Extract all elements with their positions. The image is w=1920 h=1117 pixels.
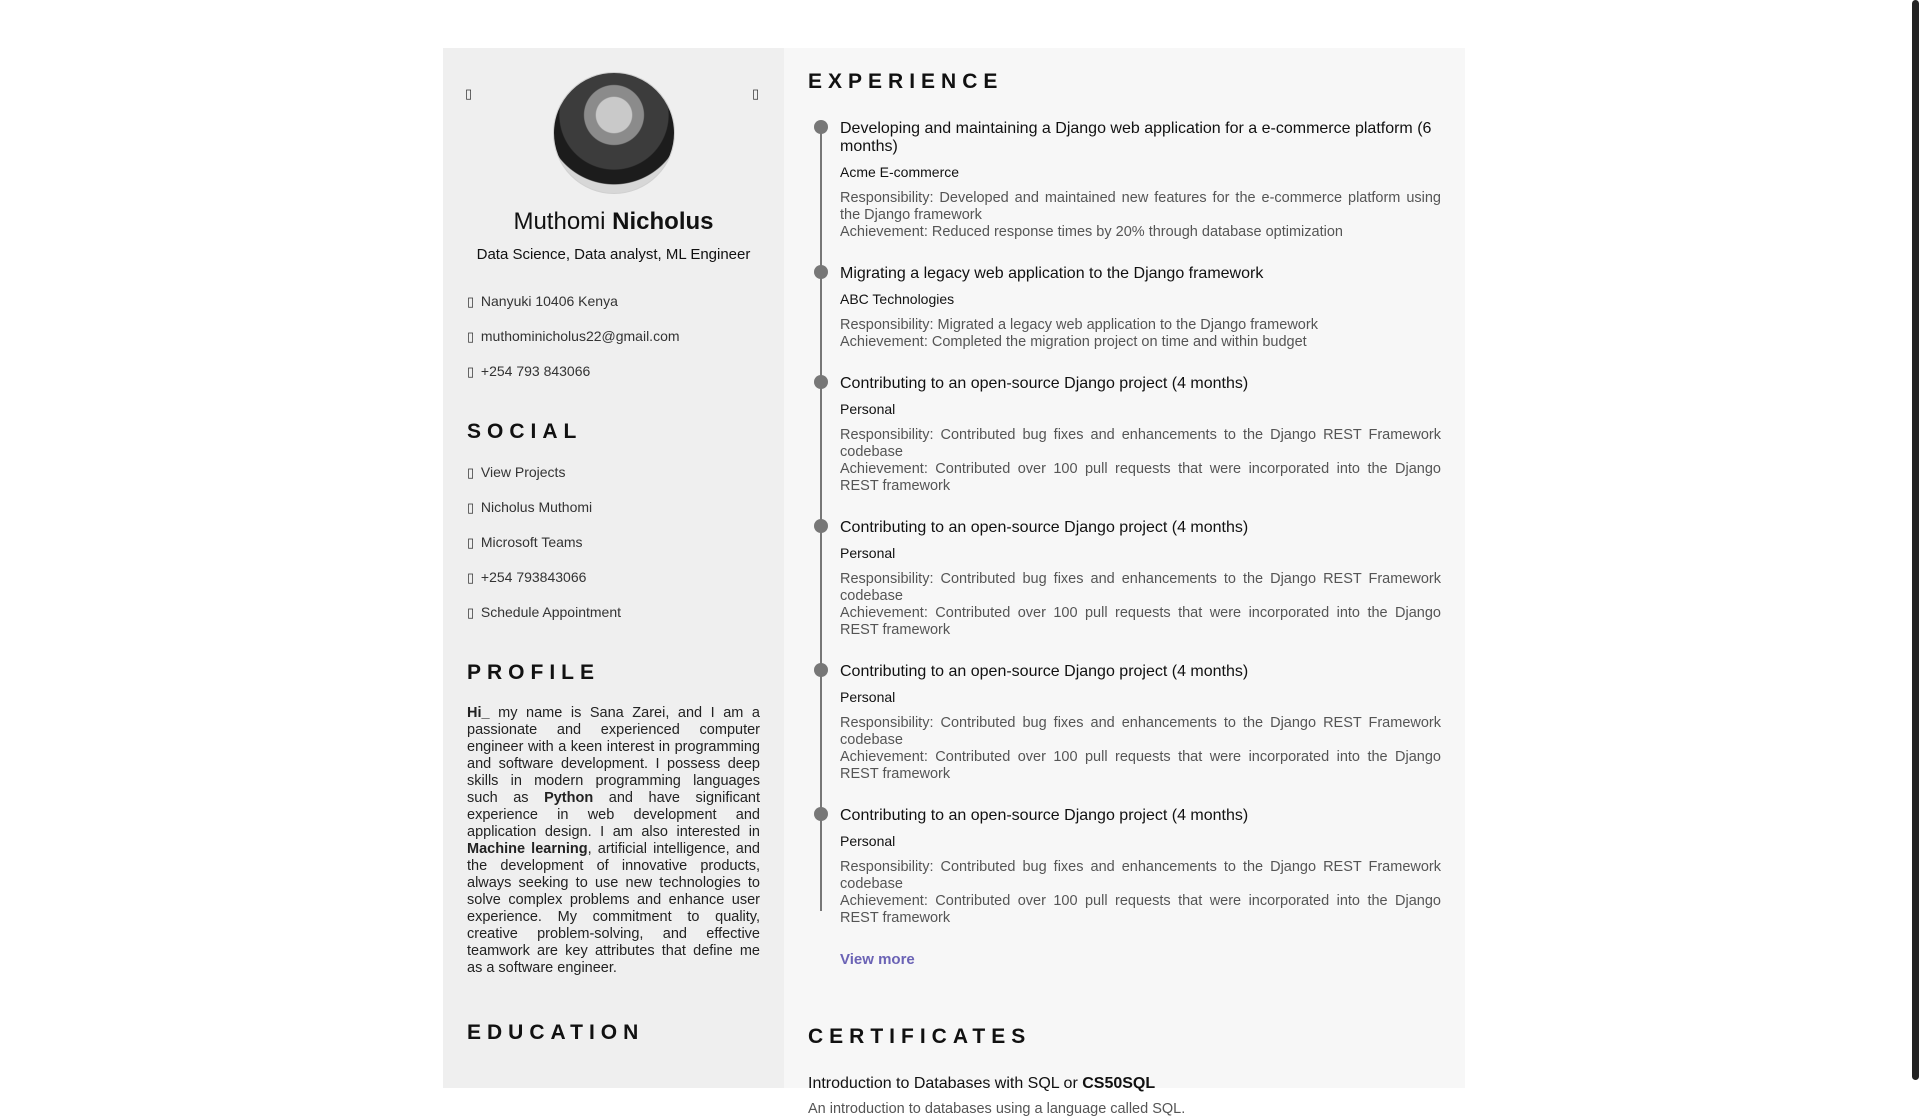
location-icon: ▯ [467,294,475,309]
timeline-dot [814,120,828,134]
first-name: Muthomi [513,208,606,235]
experience-item [840,265,1441,351]
experience-description [840,715,1441,783]
projects-icon: ▯ [467,465,475,480]
education-section-title: EDUCATION [467,1021,645,1044]
experience-responsibility: Responsibility: Developed and maintained new features for the e-commerce platform using the Django framework [840,190,1441,223]
experience-company: Personal [840,689,896,705]
profile-hi: Hi_ [467,705,490,721]
main-content [784,48,1465,1117]
timeline-dot [814,663,828,677]
social-list [467,464,760,621]
timeline-dot [814,375,828,389]
certificate-title-prefix: Introduction to Databases with SQL or [808,1075,1083,1092]
certificates-title: CERTIFICATES [808,1025,1032,1048]
social-item-teams[interactable] [467,534,760,551]
profile-part2: and have significant experience in web development and application design. I am also interested in [467,790,760,840]
social-name-label[interactable]: Nicholus Muthomi [480,499,593,515]
experience-achievement: Achievement: Contributed over 100 pull requests that were incorporated into the Django REST framework [840,605,1441,638]
certificate-title [808,1075,1441,1093]
location-text: Nanyuki 10406 Kenya [480,293,618,309]
experience-achievement: Achievement: Contributed over 100 pull requests that were incorporated into the Django REST framework [840,893,1441,926]
resume-page [443,48,1465,1117]
experience-title-text: Migrating a legacy web application to the Django framework [840,265,1264,282]
social-phone-label[interactable]: +254 793843066 [480,569,587,585]
experience-company: Acme E-commerce [840,164,960,180]
certificate-description: An introduction to databases using a language called SQL. [808,1101,1186,1117]
experience-company: Personal [840,545,896,561]
experience-achievement: Achievement: Contributed over 100 pull requests that were incorporated into the Django REST framework [840,461,1441,494]
experience-description [840,317,1441,351]
social-item-name[interactable] [467,499,760,516]
last-name: Nicholus [612,208,714,235]
email-icon: ▯ [467,329,475,344]
experience-item [840,120,1441,241]
social-item-appointment[interactable] [467,604,760,621]
contact-list [467,293,760,380]
timeline-dot [814,265,828,279]
contact-email[interactable] [467,328,760,345]
experience-achievement: Achievement: Contributed over 100 pull requests that were incorporated into the Django REST framework [840,749,1441,782]
experience-item [840,807,1441,927]
profile-part1: my name is Sana Zarei, and I am a passionate and experienced computer engineer with a keen interest in programming and software development. I possess deep skills in modern programming languages such as [467,705,760,806]
phone-text[interactable]: +254 793 843066 [480,363,591,379]
experience-responsibility: Responsibility: Contributed bug fixes and enhancements to the Django REST Framework codebase [840,427,1441,460]
experience-responsibility: Responsibility: Contributed bug fixes and enhancements to the Django REST Framework codebase [840,571,1441,604]
social-projects-label[interactable]: View Projects [480,464,566,480]
experience-title-text: Contributing to an open-source Django project (4 months) [840,663,1249,680]
experience-responsibility: Responsibility: Contributed bug fixes and enhancements to the Django REST Framework codebase [840,859,1441,892]
social-appointment-label[interactable]: Schedule Appointment [480,604,621,620]
profile-python: Python [544,790,594,806]
phone-alt-icon: ▯ [467,570,475,585]
certificate-title-bold: CS50SQL [1082,1075,1156,1092]
scrollbar-thumb[interactable] [1912,0,1919,1080]
social-item-projects[interactable] [467,464,760,481]
experience-title-text: Contributing to an open-source Django project (4 months) [840,519,1249,536]
experience-title-text: Contributing to an open-source Django project (4 months) [840,375,1249,392]
social-section-title: SOCIAL [467,420,583,443]
sidebar [443,48,784,1088]
calendar-icon: ▯ [467,605,475,620]
social-teams-label[interactable]: Microsoft Teams [480,534,583,550]
experience-title-text: Developing and maintaining a Django web application for a e-commerce platform (6 months) [840,120,1432,155]
experience-description [840,859,1441,927]
experience-title: EXPERIENCE [808,70,1004,93]
experience-item [840,375,1441,495]
experience-achievement: Achievement: Reduced response times by 20% through database optimization [840,224,1343,240]
timeline-dot [814,807,828,821]
profile-name [467,208,760,236]
experience-company: Personal [840,401,896,417]
experience-description [840,427,1441,495]
social-item-whatsapp[interactable] [467,569,760,586]
experience-title-text: Contributing to an open-source Django project (4 months) [840,807,1249,824]
experience-company: ABC Technologies [840,291,955,307]
experience-item [840,663,1441,783]
top-icons [465,86,762,102]
profile-section-title: PROFILE [467,661,601,684]
contact-location [467,293,760,310]
profile-link-icon: ▯ [467,500,475,515]
phone-icon: ▯ [467,364,475,379]
experience-description [840,190,1441,241]
page-scrollbar[interactable] [1911,0,1920,1080]
email-text[interactable]: muthominicholus22@gmail.com [480,328,680,344]
view-more-link[interactable]: View more [840,951,915,968]
experience-timeline [814,120,1441,969]
experience-description [840,571,1441,639]
experience-item [840,519,1441,639]
theme-toggle-icon[interactable]: ▯ [465,86,473,101]
profile-part3: , artificial intelligence, and the development of innovative products, always seeking to use new technologies to solve complex problems and enhance user experience. My commitment to quality, creative problem-solving, and effective teamwork are key attributes that define me as a software engineer. [467,841,760,976]
experience-responsibility: Responsibility: Contributed bug fixes and enhancements to the Django REST Framework codebase [840,715,1441,748]
profile-text [467,705,760,977]
experience-achievement: Achievement: Completed the migration project on time and within budget [840,334,1307,350]
timeline-dot [814,519,828,533]
download-icon[interactable]: ▯ [752,86,760,101]
profile-ml: Machine learning [467,841,588,857]
contact-phone[interactable] [467,363,760,380]
experience-responsibility: Responsibility: Migrated a legacy web application to the Django framework [840,317,1318,333]
profile-role: Data Science, Data analyst, ML Engineer [476,246,751,263]
experience-company: Personal [840,833,896,849]
teams-icon: ▯ [467,535,475,550]
